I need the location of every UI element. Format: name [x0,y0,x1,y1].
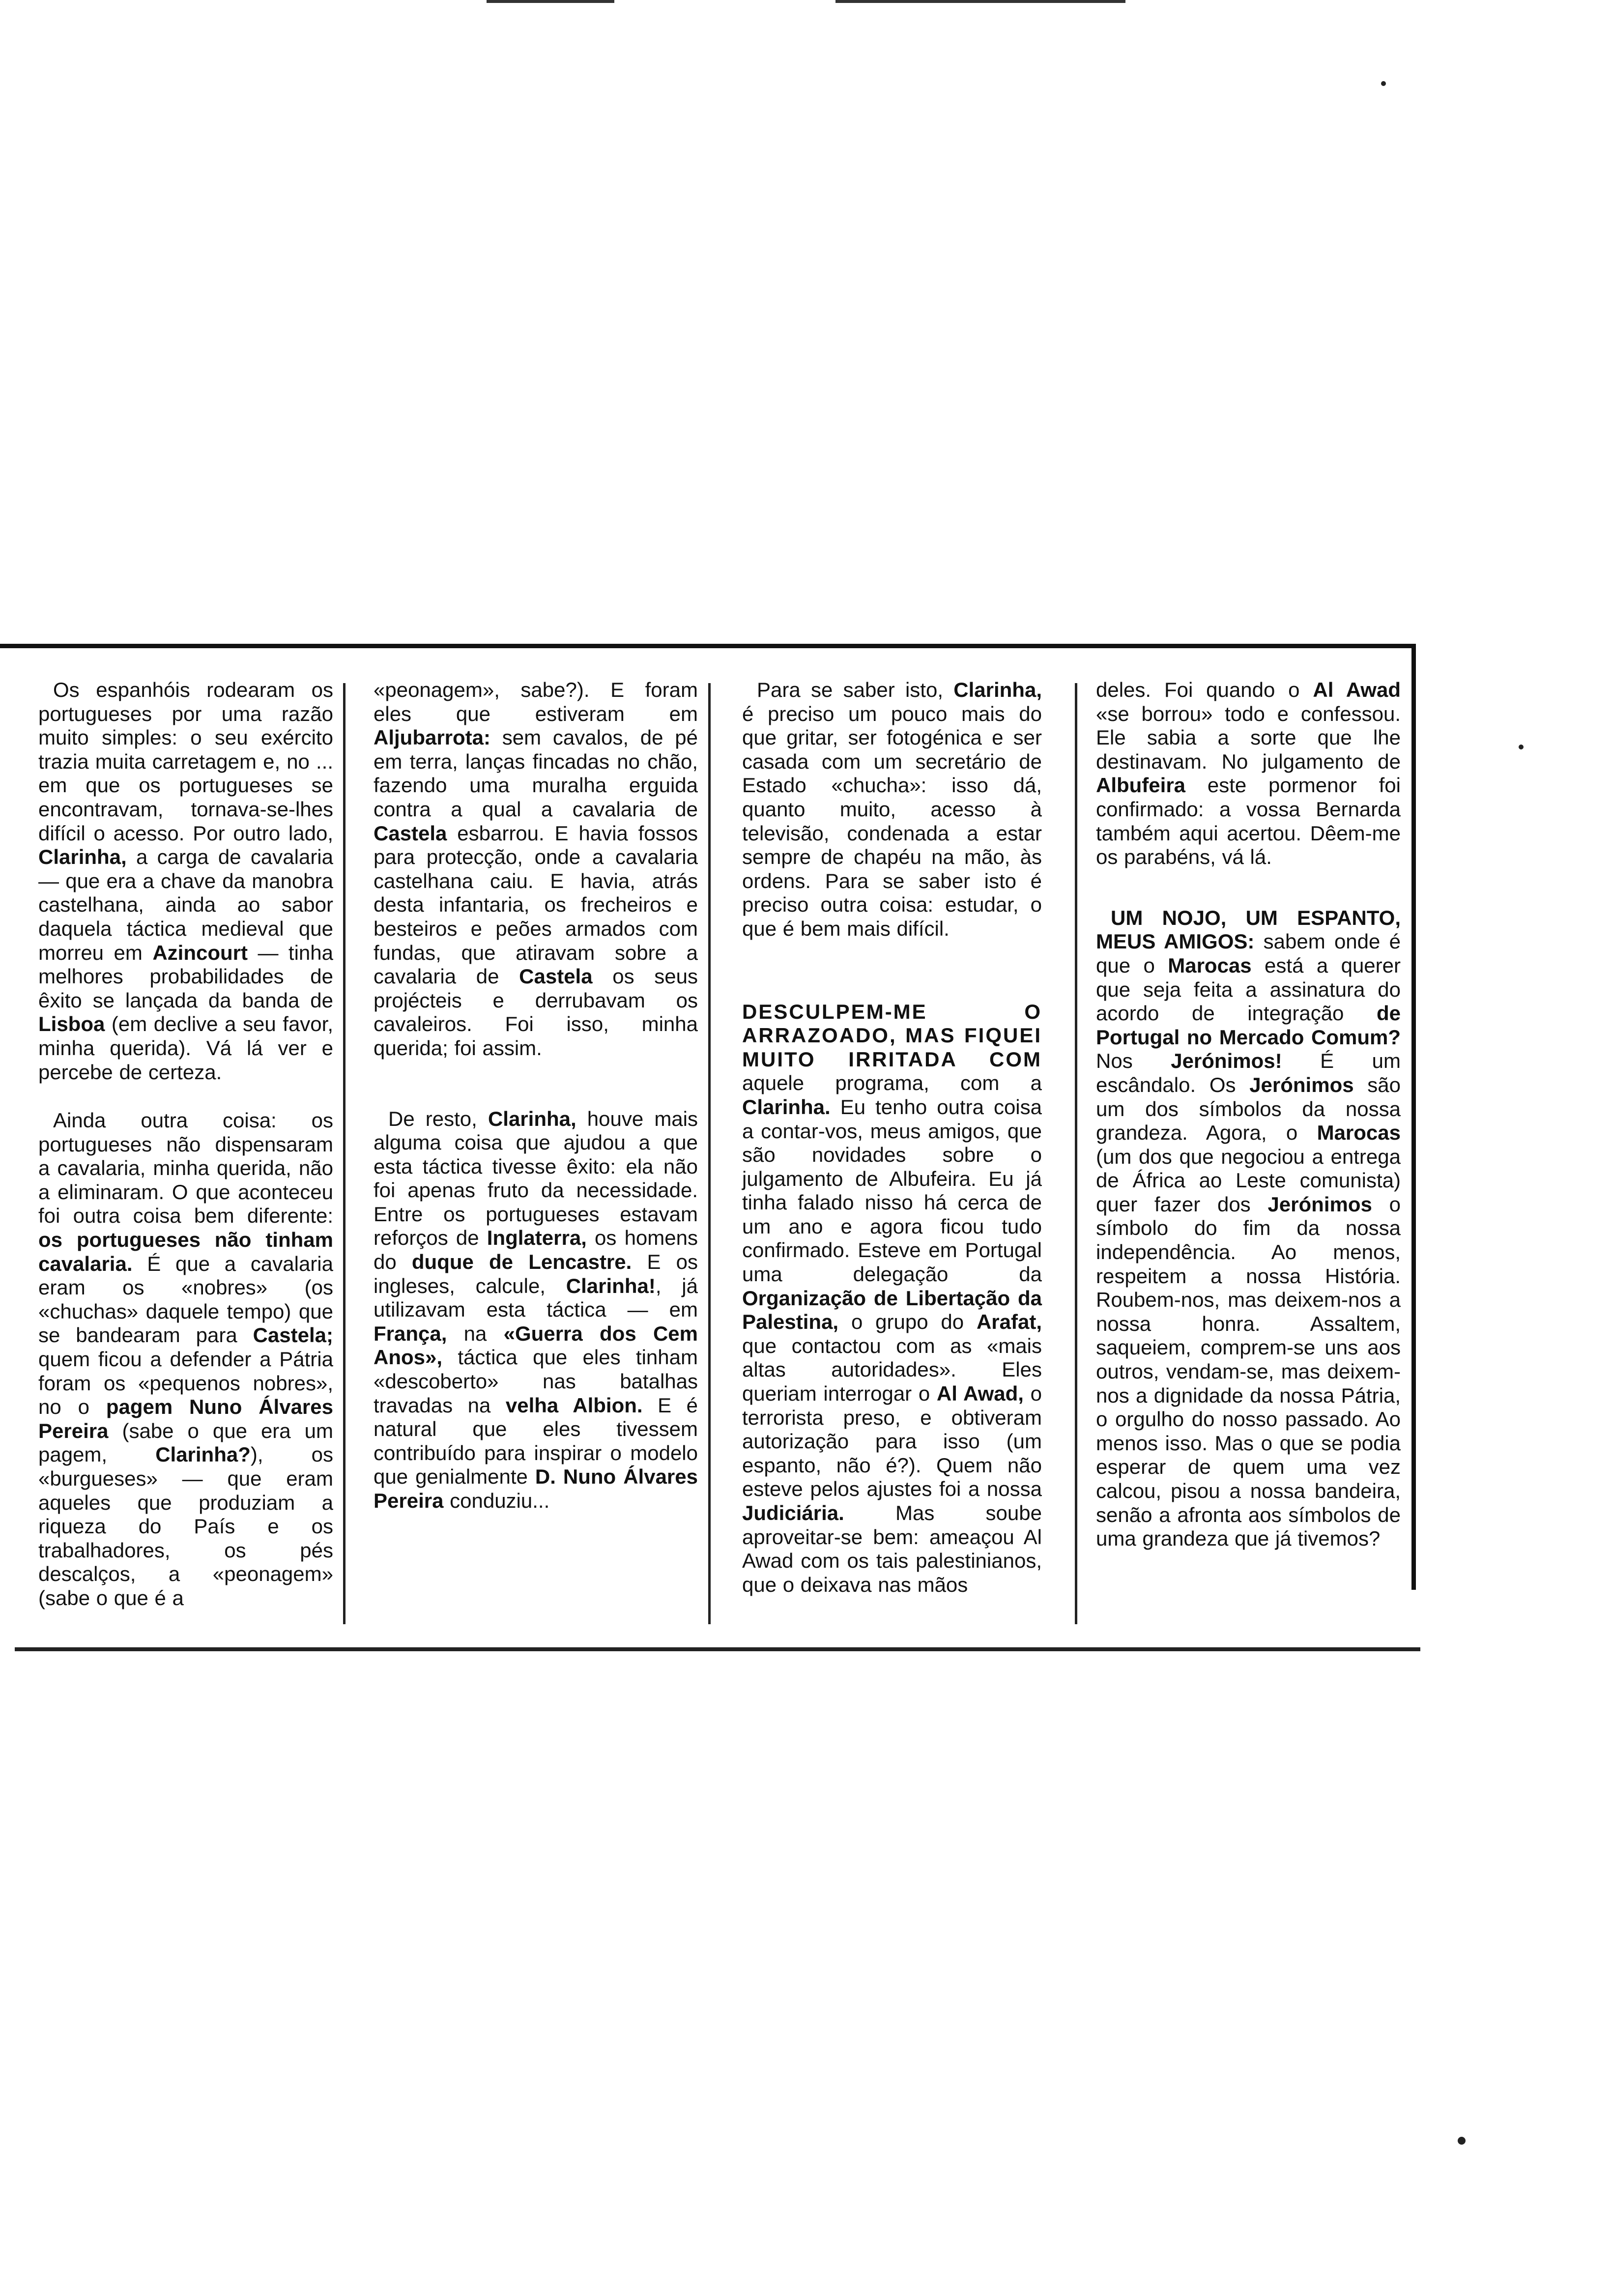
bold-text-run: Castela [374,821,447,845]
bold-text-run: Clarinha, [488,1107,576,1130]
text-run: a carga de cavalaria — que era a chave da manobra castelhana, ainda ao sabor daquela táctica medieval que morreu em [38,845,333,964]
clipping-border-bottom [15,1647,1420,1651]
bold-text-run: Arafat, [976,1310,1042,1334]
article-column-4 [1096,678,1401,1551]
bold-text-run: França, [374,1321,447,1345]
text-run: o símbolo do fim da nossa independência. Ao menos, respeitem a nossa História. Roubem-nos, mas deixem-nos a nossa honra. Assaltem, saqueiem, comprem-se uns aos outros, vendam-se, mas deixem-nos a dignidade da nossa Pátria, o orgulho do nosso passado. Ao menos isso. Mas o que se podia esperar de quem uma vez calcou, pisou a nossa bandeira, senão a afronta aos símbolos de uma grandeza que já tivemos? [1096,1192,1401,1550]
scan-mark-top [487,0,614,3]
text-run: (em declive a seu favor, minha querida). Vá lá ver e percebe de certeza. [38,1012,333,1084]
paragraph [374,678,698,1061]
scan-mark-top [835,0,1125,3]
text-run: «se borrou» todo e confessou. Ele sabia a sorte que lhe destinavam. No julgamento de [1096,702,1401,773]
text-run: (sabe o que era um pagem, [38,1419,333,1466]
text-run: que contactou com as «mais altas autoridades». Eles queriam interrogar o [742,1334,1042,1406]
text-run: Eu tenho outra coisa a contar-vos, meus amigos, que são novidades sobre o julgamento de Albufeira. Eu já tinha falado nisso há cerca de um ano e agora ficou tudo confirmado. Esteve em Portugal uma delegação da [742,1095,1042,1286]
bold-text-run: D. Nuno Álvares Pereira [374,1465,698,1512]
text-run: deles. Foi quando o [1096,678,1313,701]
text-run: os homens do [374,1226,698,1274]
bold-text-run: pagem Nuno Álvares Pereira [38,1395,333,1442]
bold-text-run: Lisboa [38,1012,105,1036]
paragraph [38,1109,333,1610]
bold-text-run: Clarinha? [155,1443,251,1466]
text-run: «peonagem», sabe?). E foram eles que estiveram em [374,678,698,725]
text-run: são um dos símbolos da nossa grandeza. Agora, o [1096,1073,1401,1145]
bold-text-run: os portugueses não tinham cavalaria. [38,1228,333,1275]
text-run: o grupo do [838,1310,977,1334]
bold-text-run: Castela; [253,1323,333,1347]
column-divider [708,683,711,1624]
bold-text-run: de Portugal no Mercado Comum? [1096,1002,1401,1049]
section-heading: DESCULPEM-ME O ARRAZOADO, MAS FIQUEI MUITO IRRITADA COM [742,1000,1042,1071]
text-run: E os ingleses, calcule, [374,1250,698,1297]
bold-text-run: «Guerra dos Cem Anos», [374,1321,698,1369]
paragraph [1096,906,1401,1551]
text-run: os seus projécteis e derrubavam os cavaleiros. Foi isso, minha querida; foi assim. [374,965,698,1060]
text-run: Ainda outra coisa: os portugueses não dispensaram a cavalaria, minha querida, não a eliminaram. O que aconteceu foi outra coisa bem diferente: [38,1109,333,1228]
bold-text-run: Azincourt [152,941,248,964]
bold-text-run: Clarinha! [566,1274,656,1297]
text-run: o terrorista preso, e obtiveram autorização para isso (um espanto, não é?). Quem não esteve pelos ajustes foi a nossa [742,1382,1042,1501]
article-column-3 [742,678,1042,1597]
paragraph [38,678,333,1084]
scan-speck [1458,2137,1466,2145]
text-run: É um escândalo. Os [1096,1049,1401,1096]
bold-text-run: Al Awad, [936,1382,1024,1406]
text-run: De resto, [388,1107,488,1130]
clipping-border-top [0,644,1415,648]
paragraph [374,1107,698,1513]
bold-text-run: Clarinha, [953,678,1042,701]
paragraph [742,678,1042,941]
bold-text-run: duque de Lencastre. [411,1250,632,1274]
bold-text-run: Marocas [1317,1121,1401,1145]
bold-text-run: Jerónimos! [1171,1049,1282,1073]
column-divider [343,683,345,1624]
bold-text-run: UM NOJO, UM ESPANTO, MEUS AMIGOS: [1096,906,1401,953]
text-run: , já utilizavam esta táctica — em [374,1274,698,1321]
text-run: Para se saber isto, [757,678,954,701]
text-run: na [447,1321,504,1345]
text-run: — tinha melhores probabilidades de êxito se lançada da banda de [38,941,333,1012]
article-column-2 [374,678,698,1513]
paragraph [742,1071,1042,1596]
text-run: Os espanhóis rodearam os portugueses por uma razão muito simples: o seu exército trazia muita carretagem e, no ... em que os portugueses se encontravam, tornava-se-lhes difícil o acesso. Por outro lado, [38,678,333,845]
bold-text-run: Organização de Libertação da Palestina, [742,1286,1042,1334]
text-run: E é natural que eles tivessem contribuído para inspirar o modelo que genialmente [374,1393,698,1489]
text-run: esbarrou. E havia fossos para protecção, onde a cavalaria castelhana caiu. E havia, atrás desta infantaria, os frecheiros e besteiros e peões armados com fundas, que atiravam sobre a cavalaria de [374,821,698,988]
bold-text-run: Marocas [1168,953,1252,977]
text-run: ), os «burgueses» — que eram aqueles que produziam a riqueza do País e os trabalhadores, os pés descalços, a «peonagem» (sabe o que é a [38,1443,333,1609]
text-run: É que a cavalaria eram os «nobres» (os «chuchas» daquele tempo) que se bandearam para [38,1252,333,1347]
text-run: é preciso um pouco mais do que gritar, ser fotogénica e ser casada com um secretário de Estado «chucha»: isso dá, quanto muito, acesso à televisão, condenada a estar sempre de chapéu na mão, às ordens. Para se saber isto é preciso outra coisa: estudar, o que é bem mais difícil. [742,702,1042,940]
bold-text-run: Aljubarrota: [374,726,491,749]
column-divider [1075,683,1077,1624]
text-run: sem cavalos, de pé em terra, lanças fincadas no chão, fazendo uma muralha erguida contra a qual a cavalaria de [374,726,698,821]
clipping-border-right [1411,644,1416,1590]
text-run: houve mais alguma coisa que ajudou a que esta táctica tivesse êxito: ela não foi apenas fruto da necessidade. Entre os portugueses estavam reforços de [374,1107,698,1250]
bold-text-run: Clarinha. [742,1095,831,1119]
article-column-1 [38,678,333,1610]
text-run: Nos [1096,1049,1171,1073]
text-run: quem ficou a defender a Pátria foram os «pequenos nobres», no o [38,1348,333,1419]
paragraph [1096,678,1401,869]
bold-text-run: Castela [519,965,593,988]
scan-speck [1519,745,1524,749]
bold-text-run: Clarinha, [38,845,127,869]
bold-text-run: velha Albion. [505,1393,643,1417]
bold-text-run: Jerónimos [1267,1192,1372,1216]
bold-text-run: Inglaterra, [487,1226,587,1250]
text-run: aquele programa, com a [742,1071,1042,1095]
bold-text-run: Al Awad [1313,678,1401,701]
bold-text-run: Jerónimos [1249,1073,1354,1096]
text-run: Mas soube aproveitar-se bem: ameaçou Al Awad com os tais palestinianos, que o deixava nas mãos [742,1501,1042,1596]
text-run: está a querer que seja feita a assinatura do acordo de integração [1096,953,1401,1025]
text-run: conduziu... [443,1489,550,1512]
bold-text-run: Judiciária. [742,1501,844,1524]
text-run: sabem onde é que o [1096,930,1401,977]
scan-speck [1381,81,1386,86]
text-run: este pormenor foi confirmado: a vossa Bernarda também aqui acertou. Dêem-me os parabéns, vá lá. [1096,774,1401,869]
text-run: táctica que eles tinham «descoberto» nas batalhas travadas na [374,1346,698,1417]
bold-text-run: Albufeira [1096,774,1186,797]
text-run: (um dos que negociou a entrega de África ao Leste comunista) quer fazer dos [1096,1145,1401,1216]
